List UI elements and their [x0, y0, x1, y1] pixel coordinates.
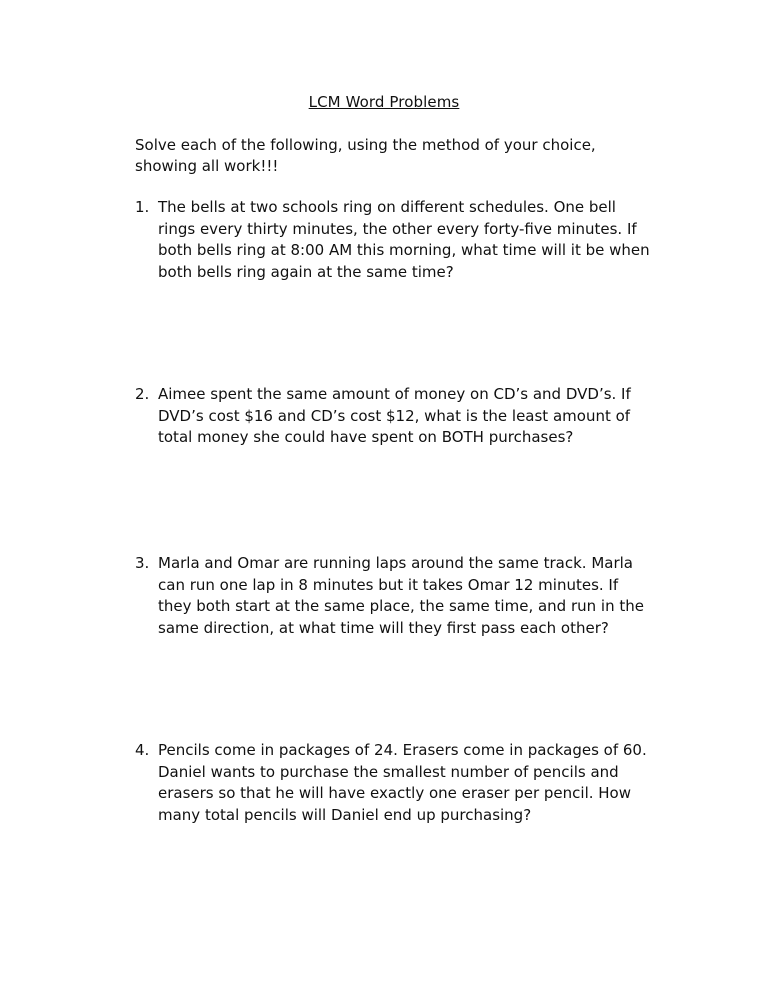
problem-text: The bells at two schools ring on different schedules. One bell rings every thirty minutes, the other every forty-five minutes. If both bells ring at 8:00 AM this morning, what time will it be when both bells ring again at the same time? [158, 198, 650, 281]
problem-number: 1. [135, 198, 150, 216]
problem-3 [135, 553, 655, 639]
problem-4 [135, 740, 655, 826]
problem-2 [135, 384, 655, 449]
problem-number: 2. [135, 385, 150, 403]
page-title: LCM Word Problems [308, 93, 460, 111]
problem-text: Marla and Omar are running laps around the same track. Marla can run one lap in 8 minutes but it takes Omar 12 minutes. If they both start at the same place, the same time, and run in the same direction, at what time will they first pass each other? [158, 554, 644, 637]
problem-number: 3. [135, 554, 150, 572]
problem-1 [135, 197, 655, 283]
problem-number: 4. [135, 741, 150, 759]
problem-text: Pencils come in packages of 24. Erasers come in packages of 60. Daniel wants to purchase the smallest number of pencils and erasers so that he will have exactly one eraser per pencil. How many total pencils will Daniel end up purchasing? [158, 741, 647, 824]
problem-text: Aimee spent the same amount of money on CD’s and DVD’s. If DVD’s cost $16 and CD’s cost $12, what is the least amount of total money she could have spent on BOTH purchases? [158, 385, 631, 446]
instructions: Solve each of the following, using the method of your choice, showing all work!!! [135, 136, 596, 175]
